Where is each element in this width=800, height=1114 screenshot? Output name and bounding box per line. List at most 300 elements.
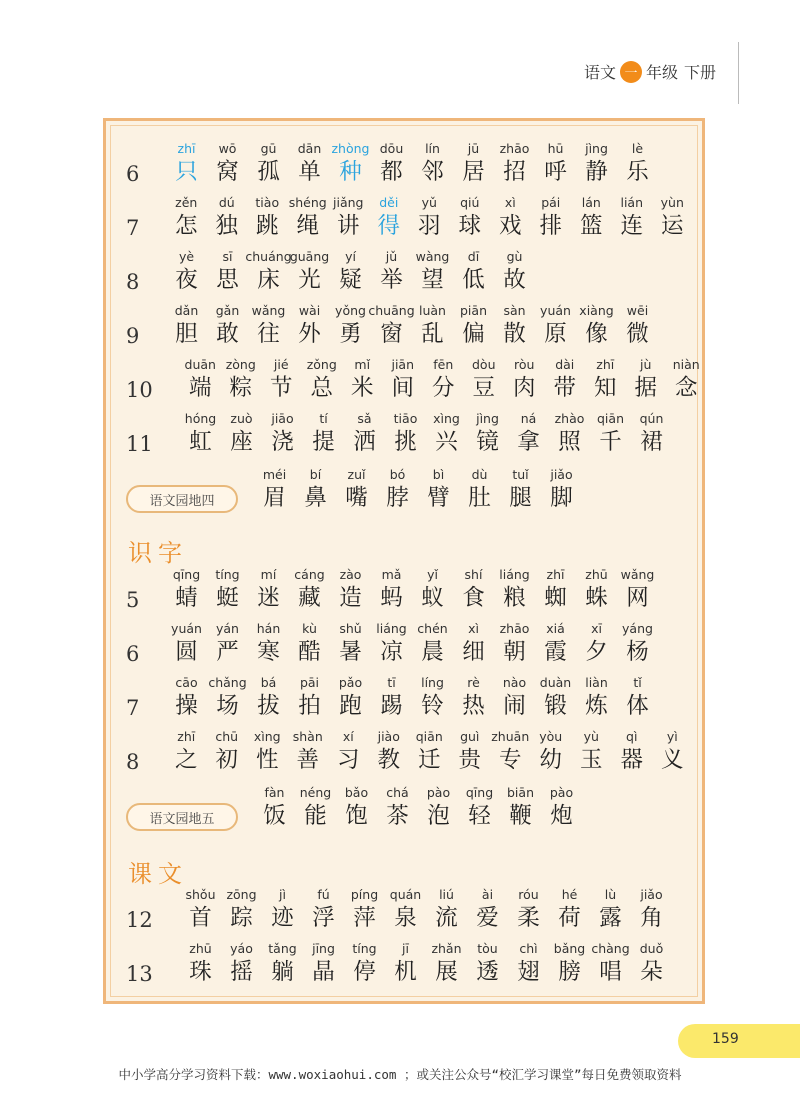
hanzi: 独	[215, 213, 238, 239]
pinyin: qiān	[597, 411, 624, 426]
character-table-frame	[103, 118, 705, 1004]
hanzi: 鼻	[304, 485, 327, 511]
character-cell	[207, 195, 248, 247]
hanzi: 机	[394, 959, 417, 985]
pinyin: lán	[581, 195, 601, 210]
character-cell	[247, 195, 288, 247]
character-cell	[166, 729, 207, 781]
lesson-number: 6	[126, 642, 140, 666]
hanzi: 躺	[271, 959, 294, 985]
pinyin: jiāo	[271, 411, 294, 426]
pinyin: yòu	[539, 729, 563, 744]
hanzi: 呼	[544, 159, 567, 185]
character-cell	[535, 567, 576, 619]
hanzi: 热	[462, 693, 485, 719]
pinyin: guì	[460, 729, 480, 744]
character-cell	[262, 411, 303, 463]
character-cell	[336, 785, 377, 837]
pinyin: yè	[178, 249, 195, 264]
header-grade: 年级	[645, 63, 678, 82]
pinyin: dī	[467, 249, 480, 264]
pinyin: yuán	[540, 303, 571, 318]
hanzi: 裙	[640, 429, 663, 455]
character-cell	[500, 467, 541, 519]
hanzi: 跑	[339, 693, 362, 719]
pinyin: xí	[342, 729, 354, 744]
hanzi: 居	[462, 159, 485, 185]
character-cell	[377, 467, 418, 519]
character-cell	[330, 303, 371, 355]
pinyin: liàn	[585, 675, 608, 690]
hanzi: 寒	[257, 639, 280, 665]
lesson-number: 6	[126, 162, 140, 186]
pinyin: zhī	[596, 357, 615, 372]
character-cell	[180, 411, 221, 463]
character-cell	[221, 941, 262, 993]
hanzi: 教	[377, 747, 400, 773]
character-cell	[500, 785, 541, 837]
hanzi: 浮	[312, 905, 335, 931]
character-cell	[612, 195, 653, 247]
pinyin: ròu	[514, 357, 535, 372]
hanzi: 蚁	[421, 585, 444, 611]
character-cell	[288, 195, 329, 247]
character-cell	[330, 621, 371, 673]
hanzi: 拔	[257, 693, 280, 719]
pinyin: děi	[379, 195, 399, 210]
character-list	[254, 467, 582, 519]
pinyin: jū	[467, 141, 480, 156]
character-row	[106, 411, 706, 463]
pinyin: duān	[184, 357, 216, 372]
character-cell	[166, 621, 207, 673]
character-cell	[377, 785, 418, 837]
character-cell	[464, 357, 505, 409]
hanzi: 朝	[503, 639, 526, 665]
hanzi: 端	[188, 375, 212, 401]
page-number: 159	[712, 1031, 739, 1047]
pinyin: chuáng	[245, 249, 292, 264]
pinyin: wàng	[415, 249, 450, 264]
character-cell	[508, 411, 549, 463]
character-row	[106, 303, 706, 355]
character-cell	[494, 567, 535, 619]
hanzi: 脖	[386, 485, 409, 511]
hanzi: 念	[674, 375, 698, 401]
character-cell	[221, 887, 262, 939]
character-cell	[467, 411, 508, 463]
character-cell	[412, 621, 453, 673]
character-list	[166, 195, 693, 247]
character-cell	[576, 621, 617, 673]
character-cell	[631, 941, 672, 993]
pinyin: piān	[460, 303, 487, 318]
hanzi: 外	[298, 321, 321, 347]
hanzi: 知	[593, 375, 617, 401]
character-cell	[576, 567, 617, 619]
character-cell	[371, 141, 412, 193]
pinyin: yáng	[622, 621, 653, 636]
hanzi: 操	[175, 693, 198, 719]
pinyin: zuò	[230, 411, 253, 426]
character-cell	[453, 249, 494, 301]
character-cell	[207, 675, 248, 727]
pinyin: yì	[666, 729, 678, 744]
hanzi: 千	[599, 429, 622, 455]
pinyin: liú	[439, 887, 454, 902]
character-cell	[344, 887, 385, 939]
hanzi: 习	[336, 747, 360, 773]
hanzi: 停	[353, 959, 376, 985]
pinyin: shí	[464, 567, 483, 582]
pinyin: jī	[402, 941, 409, 956]
character-cell	[289, 675, 330, 727]
pinyin: jìng	[585, 141, 608, 156]
hanzi: 晨	[421, 639, 444, 665]
character-row	[106, 357, 706, 409]
pinyin: tí	[319, 411, 328, 426]
pinyin: zhū	[189, 941, 212, 956]
pinyin: jiào	[377, 729, 400, 744]
character-cell	[262, 887, 303, 939]
hanzi: 迁	[417, 747, 441, 773]
pinyin: qīng	[172, 567, 201, 582]
character-cell	[494, 621, 535, 673]
pinyin: sǎ	[357, 411, 372, 426]
grade-badge: 一	[620, 61, 642, 83]
pinyin: wǎng	[620, 567, 655, 582]
pinyin: fàn	[264, 785, 285, 800]
pinyin: chì	[519, 941, 538, 956]
pinyin: zōng	[226, 887, 257, 902]
pinyin: gǎn	[215, 303, 240, 318]
character-cell	[617, 141, 658, 193]
pinyin: niàn	[672, 357, 700, 372]
hanzi: 专	[498, 747, 522, 773]
pinyin: qiú	[460, 195, 480, 210]
hanzi: 疑	[339, 267, 362, 293]
pinyin: bì	[432, 467, 445, 482]
pinyin: jīng	[312, 941, 335, 956]
lesson-number: 7	[126, 216, 140, 240]
character-cell	[166, 303, 207, 355]
pinyin: biān	[507, 785, 534, 800]
pinyin: tī	[387, 675, 396, 690]
hanzi: 器	[620, 747, 643, 773]
character-cell	[369, 195, 410, 247]
character-cell	[576, 141, 617, 193]
pinyin: zuǐ	[347, 467, 366, 482]
character-cell	[576, 675, 617, 727]
pinyin: jiān	[391, 357, 415, 372]
character-list	[180, 411, 672, 463]
character-cell	[289, 141, 330, 193]
hanzi: 贵	[458, 747, 481, 773]
pinyin: yùn	[660, 195, 684, 210]
character-cell	[426, 887, 467, 939]
character-cell	[302, 357, 343, 409]
hanzi: 场	[216, 693, 239, 719]
hanzi: 微	[626, 321, 649, 347]
hanzi: 蛛	[585, 585, 608, 611]
section-pill-label: 语文园地五	[126, 803, 238, 831]
pinyin: mǎ	[381, 567, 402, 582]
character-cell	[409, 195, 450, 247]
character-cell	[289, 621, 330, 673]
hanzi: 凉	[380, 639, 403, 665]
character-cell	[450, 729, 491, 781]
character-cell	[166, 567, 207, 619]
character-cell	[426, 941, 467, 993]
hanzi: 义	[660, 747, 684, 773]
hanzi: 网	[626, 585, 649, 611]
character-cell	[368, 303, 415, 355]
character-cell	[541, 467, 582, 519]
hanzi: 细	[462, 639, 485, 665]
lesson-number: 13	[126, 962, 153, 986]
hanzi: 幼	[539, 747, 562, 773]
character-row	[106, 887, 706, 939]
pinyin: zào	[339, 567, 362, 582]
character-cell	[626, 357, 667, 409]
hanzi: 都	[380, 159, 403, 185]
character-cell	[617, 303, 658, 355]
character-cell	[504, 357, 545, 409]
pinyin: pái	[541, 195, 561, 210]
hanzi: 爱	[476, 905, 499, 931]
character-row	[106, 675, 706, 727]
pinyin: zhuān	[491, 729, 530, 744]
character-cell	[261, 357, 302, 409]
character-cell	[330, 141, 371, 193]
pinyin: mǐ	[354, 357, 371, 372]
character-cell	[248, 621, 289, 673]
hanzi: 窗	[380, 321, 403, 347]
pinyin: hán	[256, 621, 281, 636]
pinyin: jiǎo	[550, 467, 573, 482]
section-title-shizi: 识字	[128, 539, 188, 567]
hanzi: 米	[350, 375, 374, 401]
hanzi: 炼	[585, 693, 608, 719]
pinyin: yuán	[171, 621, 202, 636]
character-cell	[412, 249, 453, 301]
character-cell	[166, 675, 207, 727]
pinyin: chén	[417, 621, 448, 636]
pinyin: zhī	[177, 141, 196, 156]
pinyin: tǐ	[633, 675, 642, 690]
pinyin: chū	[215, 729, 239, 744]
pinyin: yáo	[230, 941, 253, 956]
character-cell	[453, 621, 494, 673]
pinyin: jié	[273, 357, 289, 372]
hanzi: 举	[380, 267, 403, 293]
pinyin: tǎng	[268, 941, 297, 956]
header-volume: 下册	[683, 63, 716, 82]
character-cell	[288, 729, 329, 781]
character-cell	[467, 887, 508, 939]
character-cell	[459, 467, 500, 519]
character-row	[106, 729, 706, 781]
character-cell	[330, 675, 371, 727]
hanzi: 间	[391, 375, 414, 401]
character-cell	[344, 411, 385, 463]
pinyin: xì	[468, 621, 479, 636]
character-cell	[412, 675, 453, 727]
character-cell	[549, 887, 590, 939]
pinyin: gū	[260, 141, 277, 156]
hanzi: 粮	[503, 585, 526, 611]
hanzi: 乐	[626, 159, 649, 185]
hanzi: 单	[298, 159, 321, 185]
pinyin: zhāo	[499, 621, 530, 636]
character-cell	[459, 785, 500, 837]
pinyin: píng	[350, 887, 379, 902]
lesson-number: 7	[126, 696, 140, 720]
pinyin: xiàng	[579, 303, 614, 318]
hanzi: 种	[339, 159, 362, 185]
character-cell	[418, 785, 459, 837]
hanzi: 体	[626, 693, 649, 719]
pinyin: shǔ	[339, 621, 362, 636]
pinyin: rè	[467, 675, 480, 690]
hanzi: 肚	[468, 485, 491, 511]
hanzi: 茶	[386, 803, 409, 829]
section-pill-label: 语文园地四	[126, 485, 238, 513]
hanzi: 饱	[345, 803, 368, 829]
hanzi: 泡	[427, 803, 450, 829]
character-cell	[248, 675, 289, 727]
character-cell	[207, 567, 248, 619]
hanzi: 原	[544, 321, 567, 347]
character-cell	[289, 249, 330, 301]
character-cell	[248, 303, 289, 355]
pinyin: zěn	[175, 195, 198, 210]
pinyin: tuǐ	[512, 467, 529, 482]
pinyin: nào	[502, 675, 527, 690]
hanzi: 光	[298, 267, 321, 293]
pinyin: xī	[591, 621, 602, 636]
character-cell	[371, 249, 412, 301]
hanzi: 蜓	[216, 585, 239, 611]
pinyin: zhū	[585, 567, 608, 582]
hanzi: 唱	[599, 959, 622, 985]
hanzi: 翅	[517, 959, 540, 985]
hanzi: 孤	[257, 159, 280, 185]
pinyin: róu	[518, 887, 539, 902]
character-cell	[508, 887, 549, 939]
character-cell	[508, 941, 549, 993]
pinyin: zhī	[546, 567, 565, 582]
pinyin: yán	[216, 621, 239, 636]
hanzi: 之	[174, 747, 198, 773]
pinyin: hé	[561, 887, 578, 902]
character-cell	[617, 675, 658, 727]
character-cell	[494, 675, 535, 727]
pinyin: hū	[547, 141, 564, 156]
pinyin: lián	[620, 195, 644, 210]
character-cell	[254, 785, 295, 837]
pinyin: dǎn	[174, 303, 199, 318]
hanzi: 羽	[417, 213, 441, 239]
hanzi: 照	[558, 429, 581, 455]
character-list	[180, 887, 672, 939]
pinyin: dú	[218, 195, 235, 210]
character-cell	[328, 729, 369, 781]
header-subject: 语文	[583, 63, 616, 82]
hanzi: 拿	[517, 429, 540, 455]
hanzi: 像	[585, 321, 608, 347]
pinyin: duǒ	[639, 941, 664, 956]
character-cell	[535, 621, 576, 673]
character-cell	[221, 357, 262, 409]
hanzi: 霞	[544, 639, 567, 665]
hanzi: 乱	[421, 321, 444, 347]
pinyin: gù	[506, 249, 523, 264]
hanzi: 饭	[263, 803, 286, 829]
hanzi: 静	[585, 159, 608, 185]
character-list	[166, 141, 658, 193]
character-cell	[535, 675, 576, 727]
hanzi: 蜘	[544, 585, 567, 611]
hanzi: 嘴	[345, 485, 368, 511]
header-divider	[738, 42, 739, 104]
character-cell	[631, 411, 672, 463]
character-cell	[541, 785, 582, 837]
character-cell	[418, 467, 459, 519]
character-cell	[371, 567, 412, 619]
pinyin: chá	[386, 785, 409, 800]
character-cell	[248, 567, 289, 619]
character-cell	[617, 567, 658, 619]
pinyin: bǎng	[553, 941, 586, 956]
character-cell	[180, 357, 221, 409]
hanzi: 兴	[435, 429, 458, 455]
hanzi: 晶	[312, 959, 335, 985]
hanzi: 低	[462, 267, 485, 293]
hanzi: 朵	[640, 959, 663, 985]
pinyin: zǒng	[306, 357, 337, 372]
pinyin: sàn	[503, 303, 526, 318]
pinyin: wō	[218, 141, 237, 156]
pinyin: chǎng	[208, 675, 247, 690]
character-cell	[617, 621, 658, 673]
pinyin: wǎng	[251, 303, 286, 318]
character-cell	[549, 941, 590, 993]
character-list	[166, 567, 658, 619]
footer-note: 中小学高分学习资料下载：www.woxiaohui.com ；或关注公众号“校汇学习课堂”每日免费领取资料	[118, 1067, 682, 1082]
pinyin: mí	[260, 567, 277, 582]
lesson-number: 8	[126, 750, 140, 774]
character-cell	[207, 249, 248, 301]
pinyin: xiá	[546, 621, 565, 636]
hanzi: 往	[257, 321, 280, 347]
page-number-tab	[678, 1024, 800, 1058]
character-cell	[245, 249, 292, 301]
hanzi: 胆	[175, 321, 198, 347]
character-list	[180, 941, 672, 993]
hanzi: 暑	[339, 639, 362, 665]
pinyin: fēn	[433, 357, 454, 372]
hanzi: 连	[620, 213, 643, 239]
pinyin: shǒu	[185, 887, 216, 902]
pinyin: luàn	[419, 303, 446, 318]
hanzi: 踢	[380, 693, 403, 719]
character-cell	[490, 729, 531, 781]
character-cell	[207, 303, 248, 355]
pinyin: bí	[309, 467, 322, 482]
hanzi: 肉	[512, 375, 536, 401]
character-list	[166, 621, 658, 673]
